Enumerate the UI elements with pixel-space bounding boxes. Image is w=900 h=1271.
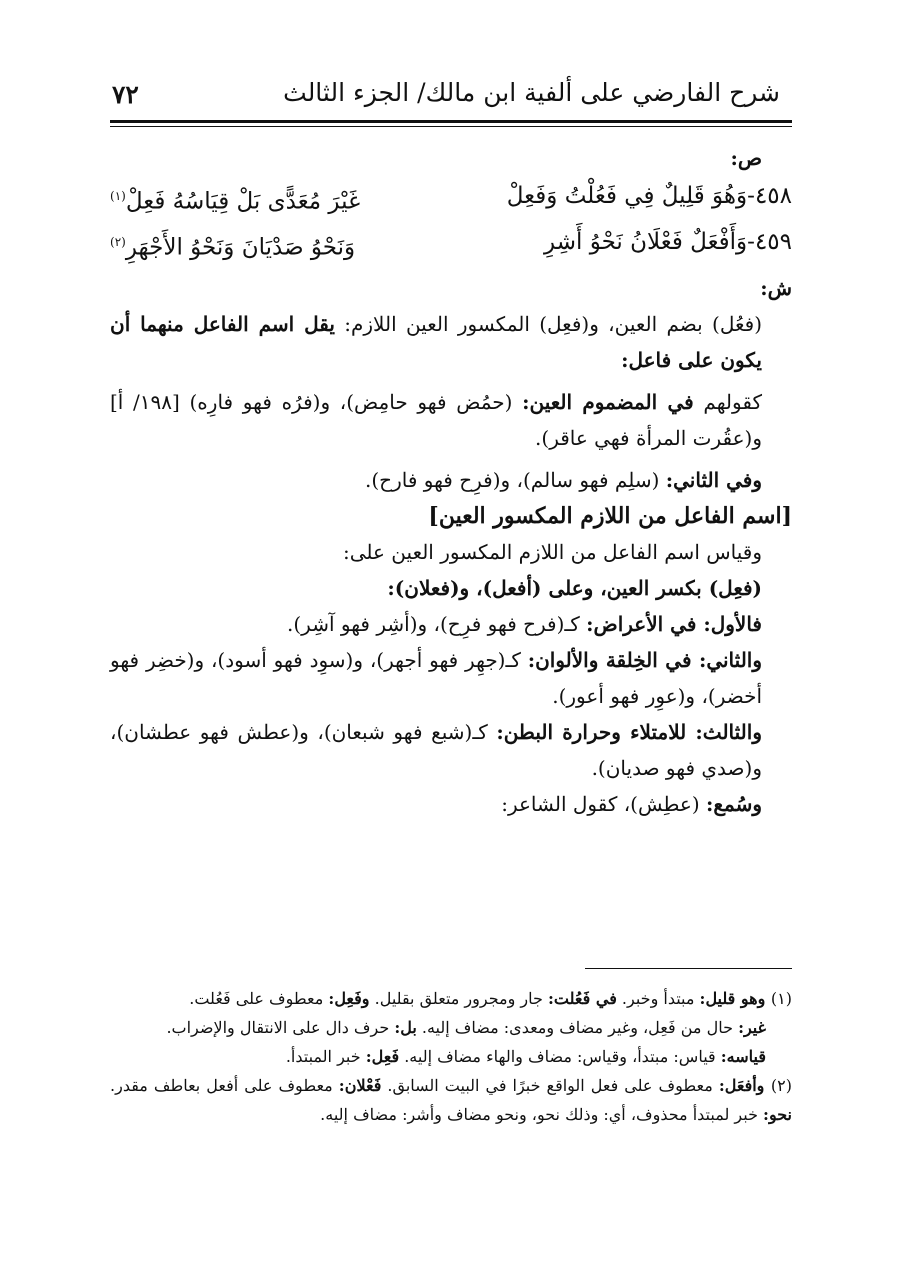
paragraph-1: (فعُل) بضم العين، و(فعِل) المكسور العين اللازم: يقل اسم الفاعل منهما أن يكون على فاعل: xyxy=(110,312,762,372)
header-rule-thick xyxy=(110,120,792,123)
paragraph-5: (فعِل) بكسر العين، وعلى (أفعل)، و(فعلان): xyxy=(387,576,762,600)
footnote-1: (١) وهو قليل: مبتدأ وخبر. في فَعُلت: جار ومجرور متعلق بقليل. وفَعِل: معطوف على فَعُلت. xyxy=(189,989,792,1008)
paragraph-7: والثاني: في الخِلقة والألوان: كـ(جهِر فهو أجهر)، و(سوِد فهو أسود)، و(خضِر فهو أخضر)، و(عوِر فهو أعور). xyxy=(110,648,762,708)
main-text xyxy=(110,140,792,822)
verse-458 xyxy=(110,178,792,222)
running-header-title: شرح الفارضي على ألفية ابن مالك/ الجزء الثالث xyxy=(283,78,780,107)
verse-first-hemistich: ٤٥٩-وَأَفْعَلٌ فَعْلَانُ نَحْوُ أَشِرِ xyxy=(544,229,792,255)
footnote-separator xyxy=(585,968,792,969)
paragraph-2: كقولهم في المضموم العين: (حمُض فهو حامِض)، و(فرُه فهو فارِه) [١٩٨/ أ] و(عقُرت المرأة فهي عاقر). xyxy=(110,390,762,450)
text-label: ص: xyxy=(730,146,762,170)
page-number: ٧٢ xyxy=(112,80,139,109)
paragraph-8: والثالث: للامتلاء وحرارة البطن: كـ(شبع فهو شبعان)، و(عطش فهو عطشان)، و(صدي فهو صديان). xyxy=(110,720,762,780)
paragraph-4: وقياس اسم الفاعل من اللازم المكسور العين على: xyxy=(342,540,762,564)
paragraph-9: وسُمع: (عطِش)، كقول الشاعر: xyxy=(501,792,762,816)
footnote-2: (٢) وأفعَل: معطوف على فعل الواقع خبرًا في البيت السابق. فَعْلان: معطوف على أفعل بعاطف مقدر. نحو: خبر لمبتدأ محذوف، أي: وذلك نحو، ونحو مضاف وأشر: مضاف إليه. xyxy=(110,1076,793,1124)
paragraph-6: فالأول: في الأعراض: كـ(فرح فهو فرِح)، و(أشِر فهو آشِر). xyxy=(287,612,762,636)
verse-second-hemistich: وَنَحْوُ صَدْيَانَ وَنَحْوُ الأَجْهَرِ$^{(٢)}$ xyxy=(110,234,356,261)
commentary-label: ش: xyxy=(760,276,792,300)
footnote-ref[interactable]: (١) xyxy=(110,189,126,203)
footnotes xyxy=(110,984,792,1129)
footnote-ref[interactable]: (٢) xyxy=(110,235,126,249)
verse-first-hemistich: ٤٥٨-وَهُوَ قَلِيلٌ فِي فَعُلْتُ وَفَعِلْ xyxy=(506,183,792,209)
footnote-1-line-2: غير: حال من فَعِل، وغير مضاف ومعدى: مضاف إليه. بل: حرف دال على الانتقال والإضراب. xyxy=(166,1018,766,1037)
header-rule-thin xyxy=(110,126,792,127)
footnote-1-line-3: قياسه: قياس: مبتدأ، وقياس: مضاف والهاء مضاف إليه. فَعِل: خبر المبتدأ. xyxy=(285,1047,766,1066)
verse-459 xyxy=(110,224,792,268)
verse-second-hemistich: غَيْرَ مُعَدًّى بَلْ قِيَاسُهُ فَعِلْ$^{(١)}$ xyxy=(110,188,361,215)
section-heading: [اسم الفاعل من اللازم المكسور العين] xyxy=(428,503,792,529)
paragraph-3: وفي الثاني: (سلِم فهو سالم)، و(فرِح فهو فارح). xyxy=(365,468,762,492)
